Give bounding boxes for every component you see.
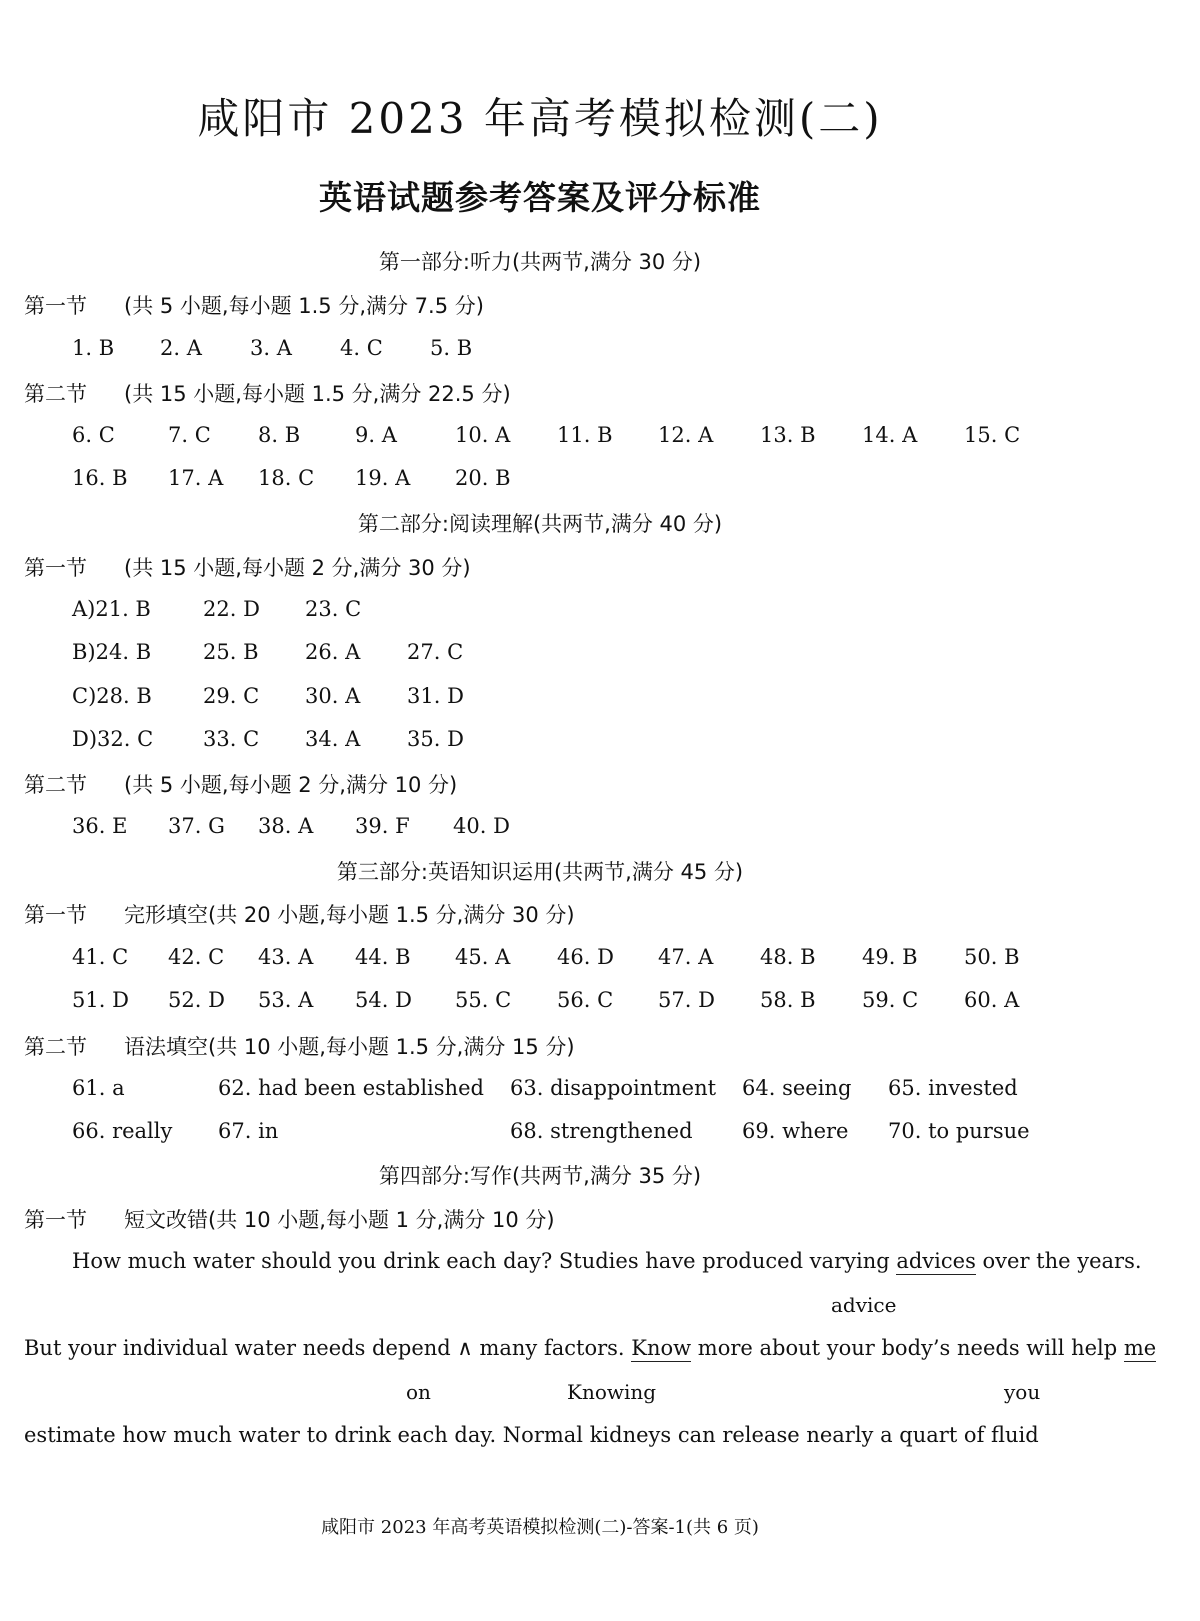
answer: 66. really	[72, 1119, 173, 1143]
answer: 23. C	[305, 597, 362, 621]
part4-heading: 第四部分:写作(共两节,满分 35 分)	[378, 1164, 702, 1188]
answer: 42. C	[168, 945, 225, 969]
answer: 59. C	[862, 988, 919, 1012]
answer: 30. A	[305, 684, 361, 708]
section-desc: (共 15 小题,每小题 2 分,满分 30 分)	[124, 556, 471, 580]
answer: 31. D	[407, 684, 464, 708]
answer: 15. C	[964, 423, 1021, 447]
answer: 69. where	[742, 1119, 849, 1143]
answer: 12. A	[658, 423, 714, 447]
part2-sec1-heading	[24, 552, 471, 582]
answer: 20. B	[455, 466, 511, 490]
page-footer: 咸阳市 2023 年高考英语模拟检测(二)-答案-1(共 6 页)	[321, 1517, 759, 1538]
answer: 41. C	[72, 945, 129, 969]
answer: 49. B	[862, 945, 918, 969]
answer: 19. A	[355, 466, 411, 490]
answer: 58. B	[760, 988, 816, 1012]
answer: 65. invested	[888, 1076, 1018, 1100]
passage-line-2	[24, 1336, 1156, 1360]
section-name: 第二节	[24, 382, 87, 406]
answer: 55. C	[455, 988, 512, 1012]
answer: 8. B	[258, 423, 301, 447]
section-name: 第二节	[24, 1035, 87, 1059]
answer: 7. C	[168, 423, 211, 447]
answer: 10. A	[455, 423, 511, 447]
part1-sec2-heading	[24, 378, 511, 408]
answer: 22. D	[203, 597, 260, 621]
answer: 35. D	[407, 727, 464, 751]
correction: on	[406, 1380, 431, 1404]
answer: 16. B	[72, 466, 128, 490]
part1-sec1-heading	[24, 290, 484, 320]
answer: 26. A	[305, 640, 361, 664]
answer: 43. A	[258, 945, 314, 969]
answer: 56. C	[557, 988, 614, 1012]
answer: D)32. C	[72, 727, 154, 751]
correction: you	[1004, 1380, 1041, 1404]
section-desc: (共 5 小题,每小题 1.5 分,满分 7.5 分)	[124, 294, 484, 318]
answer: 40. D	[453, 814, 510, 838]
answer: 54. D	[355, 988, 412, 1012]
correction: Knowing	[567, 1380, 657, 1404]
answer: 25. B	[203, 640, 259, 664]
error-word: advices	[896, 1249, 976, 1273]
answer: 14. A	[862, 423, 918, 447]
section-desc: (共 5 小题,每小题 2 分,满分 10 分)	[124, 773, 458, 797]
answer: C)28. B	[72, 684, 152, 708]
section-desc: 语法填空(共 10 小题,每小题 1.5 分,满分 15 分)	[124, 1035, 575, 1059]
part3-sec1-heading	[24, 899, 575, 929]
section-name: 第二节	[24, 773, 87, 797]
answer: 67. in	[218, 1119, 279, 1143]
text: over the years.	[975, 1249, 1142, 1273]
text: many factors.	[472, 1336, 632, 1360]
text: more about your body’s needs will help	[691, 1336, 1124, 1360]
part2-sec2-heading	[24, 769, 457, 799]
answer: 51. D	[72, 988, 129, 1012]
answer: 37. G	[168, 814, 225, 838]
answer: 27. C	[407, 640, 464, 664]
error-word: me	[1123, 1336, 1157, 1360]
answer: A)21. B	[72, 597, 151, 621]
answer: 70. to pursue	[888, 1119, 1030, 1143]
answer: 11. B	[557, 423, 613, 447]
answer: 45. A	[455, 945, 511, 969]
text: But your individual water needs depend	[24, 1336, 458, 1360]
correction: advice	[831, 1293, 897, 1317]
part1-heading: 第一部分:听力(共两节,满分 30 分)	[378, 250, 702, 274]
section-name: 第一节	[24, 556, 87, 580]
answer: 48. B	[760, 945, 816, 969]
answer: 18. C	[258, 466, 315, 490]
answer: B)24. B	[72, 640, 152, 664]
section-desc: (共 15 小题,每小题 1.5 分,满分 22.5 分)	[124, 382, 511, 406]
answer: 3. A	[250, 336, 292, 360]
answer: 33. C	[203, 727, 260, 751]
section-desc: 完形填空(共 20 小题,每小题 1.5 分,满分 30 分)	[124, 903, 575, 927]
passage-line-1	[72, 1249, 1142, 1273]
text: How much water should you drink each day? Studies have produced varying	[72, 1249, 897, 1273]
answer: 34. A	[305, 727, 361, 751]
passage-line-3: estimate how much water to drink each day. Normal kidneys can release nearly a quart of fluid	[24, 1423, 1039, 1447]
answer: 5. B	[430, 336, 473, 360]
section-desc: 短文改错(共 10 小题,每小题 1 分,满分 10 分)	[124, 1208, 555, 1232]
answer: 6. C	[72, 423, 115, 447]
answer: 46. D	[557, 945, 614, 969]
page-subtitle: 英语试题参考答案及评分标准	[319, 178, 761, 217]
answer: 17. A	[168, 466, 224, 490]
answer: 9. A	[355, 423, 397, 447]
answer: 68. strengthened	[510, 1119, 693, 1143]
part2-heading: 第二部分:阅读理解(共两节,满分 40 分)	[357, 512, 723, 536]
answer: 62. had been established	[218, 1076, 484, 1100]
answer: 44. B	[355, 945, 411, 969]
part3-sec2-heading	[24, 1031, 575, 1061]
answer: 4. C	[340, 336, 383, 360]
answer: 60. A	[964, 988, 1020, 1012]
insertion-caret: ∧	[457, 1336, 473, 1360]
page-title: 咸阳市 2023 年高考模拟检测(二)	[197, 94, 883, 143]
answer: 53. A	[258, 988, 314, 1012]
answer: 61. a	[72, 1076, 125, 1100]
section-name: 第一节	[24, 903, 87, 927]
answer: 1. B	[72, 336, 115, 360]
answer: 38. A	[258, 814, 314, 838]
section-name: 第一节	[24, 1208, 87, 1232]
answer: 2. A	[160, 336, 202, 360]
answer: 36. E	[72, 814, 128, 838]
answer: 29. C	[203, 684, 260, 708]
part3-heading: 第三部分:英语知识运用(共两节,满分 45 分)	[336, 860, 744, 884]
answer: 57. D	[658, 988, 715, 1012]
answer: 63. disappointment	[510, 1076, 717, 1100]
answer: 50. B	[964, 945, 1020, 969]
error-word: Know	[631, 1336, 692, 1360]
section-name: 第一节	[24, 294, 87, 318]
answer: 52. D	[168, 988, 225, 1012]
part4-sec1-heading	[24, 1204, 555, 1234]
answer: 39. F	[355, 814, 410, 838]
answer: 47. A	[658, 945, 714, 969]
answer: 64. seeing	[742, 1076, 852, 1100]
answer: 13. B	[760, 423, 816, 447]
